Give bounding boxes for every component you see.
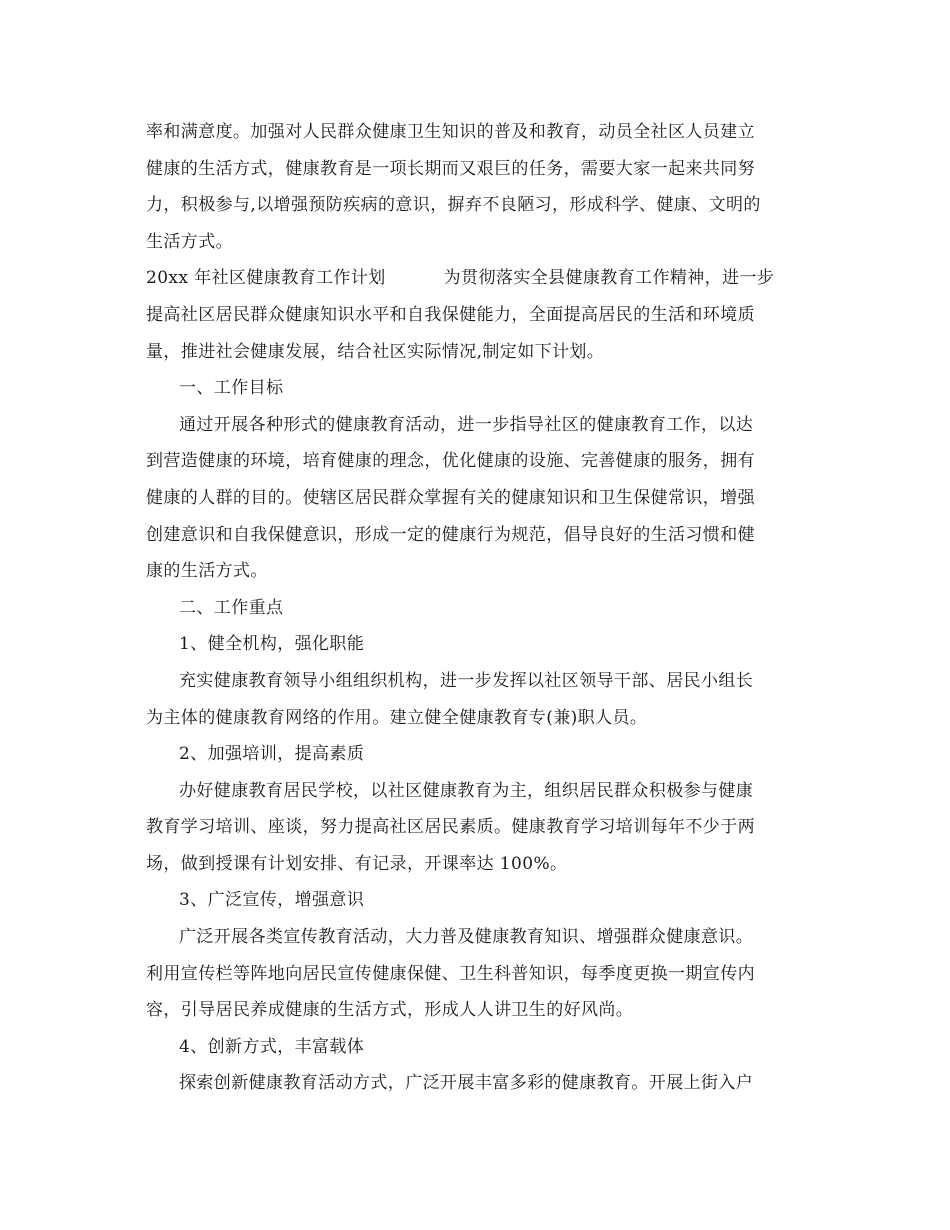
document-body bbox=[146, 114, 814, 1102]
paragraph-line-indented: 充实健康教育领导小组组织机构，进一步发挥以社区领导干部、居民小组长 bbox=[179, 670, 754, 691]
paragraph-line: 率和满意度。加强对人民群众健康卫生知识的普及和教育，动员全社区人员建立 bbox=[146, 122, 755, 142]
paragraph-line: 为主体的健康教育网络的作用。建立健全健康教育专(兼)职人员。 bbox=[146, 707, 648, 728]
paragraph-line-indented: 二、工作重点 bbox=[179, 597, 284, 618]
paragraph-line: 容，引导居民养成健康的生活方式，形成人人讲卫生的好风尚。 bbox=[146, 1000, 634, 1021]
paragraph-line: 创建意识和自我保健意识，形成一定的健康行为规范，倡导良好的生活习惯和健 bbox=[146, 524, 755, 545]
paragraph-line: 健康的生活方式，健康教育是一项长期而又艰巨的任务，需要大家一起来共同努 bbox=[146, 158, 755, 179]
paragraph-line-indented: 2、加强培训，提高素质 bbox=[179, 744, 365, 765]
paragraph-line-indented: 广泛开展各类宣传教育活动，大力普及健康教育知识、增强群众健康意识。 bbox=[179, 927, 754, 948]
paragraph-line-indented: 3、广泛宣传，增强意识 bbox=[179, 890, 365, 911]
paragraph-line: 量，推进社会健康发展，结合社区实际情况,制定如下计划。 bbox=[146, 341, 605, 362]
paragraph-line-indented: 4、创新方式，丰富载体 bbox=[179, 1036, 365, 1057]
paragraph-line-indented: 办好健康教育居民学校，以社区健康教育为主，组织居民群众积极参与健康 bbox=[179, 780, 754, 801]
paragraph-line: 力，积极参与,以增强预防疾病的意识，摒弃不良陋习，形成科学、健康、文明的 bbox=[146, 195, 761, 216]
paragraph-line: 到营造健康的环境，培育健康的理念，优化健康的设施、完善健康的服务，拥有 bbox=[146, 451, 755, 472]
paragraph-line-indented: 探索创新健康教育活动方式，广泛开展丰富多彩的健康教育。开展上街入户 bbox=[179, 1073, 754, 1094]
paragraph-line: 康的生活方式。 bbox=[146, 561, 268, 582]
paragraph-line-indented: 1、健全机构，强化职能 bbox=[179, 634, 365, 655]
paragraph-line: 利用宣传栏等阵地向居民宣传健康保健、卫生科普知识，每季度更换一期宣传内 bbox=[146, 963, 755, 984]
paragraph-line: 教育学习培训、座谈，努力提高社区居民素质。健康教育学习培训每年不少于两 bbox=[146, 817, 755, 838]
paragraph-line: 场，做到授课有计划安排、有记录，开课率达 100%。 bbox=[146, 853, 568, 874]
paragraph-line: 生活方式。 bbox=[146, 231, 233, 252]
paragraph-line: 20xx 年社区健康教育工作计划 为贯彻落实全县健康教育工作精神，进一步 bbox=[146, 268, 775, 289]
paragraph-line: 提高社区居民群众健康知识水平和自我保健能力，全面提高居民的生活和环境质 bbox=[146, 304, 755, 325]
paragraph-line-indented: 一、工作目标 bbox=[179, 378, 284, 399]
paragraph-line-indented: 通过开展各种形式的健康教育活动，进一步指导社区的健康教育工作，以达 bbox=[179, 414, 754, 435]
paragraph-line: 健康的人群的目的。使辖区居民群众掌握有关的健康知识和卫生保健常识，增强 bbox=[146, 487, 755, 508]
